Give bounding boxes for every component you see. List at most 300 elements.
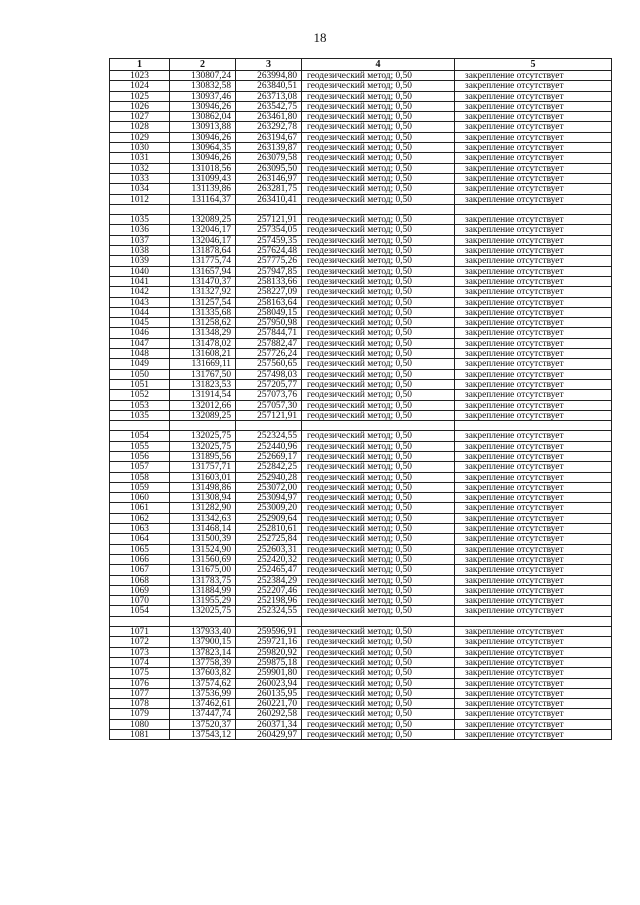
y-coordinate-cell: 260023,94	[236, 679, 302, 689]
point-number-cell: 1068	[110, 576, 170, 586]
y-coordinate-cell: 252465,47	[236, 565, 302, 575]
blank-cell	[455, 421, 612, 431]
point-number-cell: 1044	[110, 308, 170, 318]
y-coordinate-cell: 253072,00	[236, 483, 302, 493]
method-cell: геодезический метод; 0,50	[302, 256, 455, 266]
method-cell: геодезический метод; 0,50	[302, 431, 455, 441]
x-coordinate-cell: 131767,50	[170, 370, 236, 380]
x-coordinate-cell: 131603,01	[170, 473, 236, 483]
method-cell: геодезический метод; 0,50	[302, 133, 455, 143]
x-coordinate-cell: 137543,12	[170, 730, 236, 740]
method-cell: геодезический метод; 0,50	[302, 246, 455, 256]
y-coordinate-cell: 252324,55	[236, 431, 302, 441]
y-coordinate-cell: 253094,97	[236, 493, 302, 503]
fixing-cell: закрепление отсутствует	[455, 442, 612, 452]
point-number-cell: 1023	[110, 71, 170, 81]
y-coordinate-cell: 257459,35	[236, 236, 302, 246]
point-number-cell: 1034	[110, 184, 170, 194]
header-cell-2: 2	[170, 59, 236, 71]
y-coordinate-cell: 252324,55	[236, 606, 302, 616]
point-number-cell: 1063	[110, 524, 170, 534]
table-row	[110, 473, 612, 483]
y-coordinate-cell: 252603,31	[236, 545, 302, 555]
x-coordinate-cell: 137900,15	[170, 637, 236, 647]
method-cell: геодезический метод; 0,50	[302, 411, 455, 421]
blank-cell	[110, 421, 170, 431]
fixing-cell: закрепление отсутствует	[455, 679, 612, 689]
point-number-cell: 1072	[110, 637, 170, 647]
fixing-cell: закрепление отсутствует	[455, 328, 612, 338]
fixing-cell: закрепление отсутствует	[455, 555, 612, 565]
point-number-cell: 1047	[110, 339, 170, 349]
method-cell: геодезический метод; 0,50	[302, 627, 455, 637]
point-number-cell: 1038	[110, 246, 170, 256]
x-coordinate-cell: 130964,35	[170, 143, 236, 153]
header-cell-1: 1	[110, 59, 170, 71]
table-row	[110, 318, 612, 328]
x-coordinate-cell: 130832,58	[170, 81, 236, 91]
y-coordinate-cell: 252669,17	[236, 452, 302, 462]
method-cell: геодезический метод; 0,50	[302, 689, 455, 699]
point-number-cell: 1053	[110, 401, 170, 411]
table-row	[110, 380, 612, 390]
point-number-cell: 1032	[110, 164, 170, 174]
x-coordinate-cell: 131470,37	[170, 277, 236, 287]
fixing-cell: закрепление отсутствует	[455, 596, 612, 606]
table-row	[110, 298, 612, 308]
fixing-cell: закрепление отсутствует	[455, 256, 612, 266]
x-coordinate-cell: 131914,54	[170, 390, 236, 400]
fixing-cell: закрепление отсутствует	[455, 349, 612, 359]
table-row	[110, 370, 612, 380]
point-number-cell: 1060	[110, 493, 170, 503]
fixing-cell: закрепление отсутствует	[455, 411, 612, 421]
x-coordinate-cell: 130862,04	[170, 112, 236, 122]
point-number-cell: 1067	[110, 565, 170, 575]
y-coordinate-cell: 257121,91	[236, 411, 302, 421]
y-coordinate-cell: 263713,08	[236, 92, 302, 102]
fixing-cell: закрепление отсутствует	[455, 401, 612, 411]
fixing-cell: закрепление отсутствует	[455, 71, 612, 81]
point-number-cell: 1057	[110, 462, 170, 472]
point-number-cell: 1062	[110, 514, 170, 524]
y-coordinate-cell: 257624,48	[236, 246, 302, 256]
y-coordinate-cell: 263292,78	[236, 122, 302, 132]
y-coordinate-cell: 257950,98	[236, 318, 302, 328]
table-row	[110, 637, 612, 647]
y-coordinate-cell: 263461,80	[236, 112, 302, 122]
method-cell: геодезический метод; 0,50	[302, 555, 455, 565]
x-coordinate-cell: 131308,94	[170, 493, 236, 503]
method-cell: геодезический метод; 0,50	[302, 586, 455, 596]
y-coordinate-cell: 257073,76	[236, 390, 302, 400]
y-coordinate-cell: 257726,24	[236, 349, 302, 359]
x-coordinate-cell: 131348,29	[170, 328, 236, 338]
y-coordinate-cell: 263994,80	[236, 71, 302, 81]
blank-cell	[302, 617, 455, 627]
fixing-cell: закрепление отсутствует	[455, 298, 612, 308]
fixing-cell: закрепление отсутствует	[455, 462, 612, 472]
point-number-cell: 1079	[110, 709, 170, 719]
point-number-cell: 1026	[110, 102, 170, 112]
table-row	[110, 462, 612, 472]
method-cell: геодезический метод; 0,50	[302, 92, 455, 102]
method-cell: геодезический метод; 0,50	[302, 503, 455, 513]
table-row	[110, 122, 612, 132]
y-coordinate-cell: 258163,64	[236, 298, 302, 308]
fixing-cell: закрепление отсутствует	[455, 246, 612, 256]
table-row	[110, 524, 612, 534]
fixing-cell: закрепление отсутствует	[455, 133, 612, 143]
header-cell-3: 3	[236, 59, 302, 71]
method-cell: геодезический метод; 0,50	[302, 462, 455, 472]
x-coordinate-cell: 137462,61	[170, 699, 236, 709]
x-coordinate-cell: 131164,37	[170, 195, 236, 205]
y-coordinate-cell: 260135,95	[236, 689, 302, 699]
x-coordinate-cell: 132025,75	[170, 606, 236, 616]
method-cell: геодезический метод; 0,50	[302, 668, 455, 678]
y-coordinate-cell: 253009,20	[236, 503, 302, 513]
method-cell: геодезический метод; 0,50	[302, 359, 455, 369]
y-coordinate-cell: 260221,70	[236, 699, 302, 709]
method-cell: геодезический метод; 0,50	[302, 277, 455, 287]
method-cell: геодезический метод; 0,50	[302, 81, 455, 91]
table-row	[110, 503, 612, 513]
method-cell: геодезический метод; 0,50	[302, 730, 455, 740]
table-row	[110, 565, 612, 575]
y-coordinate-cell: 260292,58	[236, 709, 302, 719]
x-coordinate-cell: 131884,99	[170, 586, 236, 596]
table-row	[110, 267, 612, 277]
fixing-cell: закрепление отсутствует	[455, 390, 612, 400]
fixing-cell: закрепление отсутствует	[455, 308, 612, 318]
table-row	[110, 431, 612, 441]
x-coordinate-cell: 131955,29	[170, 596, 236, 606]
point-number-cell: 1071	[110, 627, 170, 637]
fixing-cell: закрепление отсутствует	[455, 606, 612, 616]
table-row	[110, 174, 612, 184]
point-number-cell: 1054	[110, 606, 170, 616]
x-coordinate-cell: 131757,71	[170, 462, 236, 472]
x-coordinate-cell: 131335,68	[170, 308, 236, 318]
y-coordinate-cell: 260429,97	[236, 730, 302, 740]
fixing-cell: закрепление отсутствует	[455, 565, 612, 575]
point-number-cell: 1012	[110, 195, 170, 205]
point-number-cell: 1070	[110, 596, 170, 606]
method-cell: геодезический метод; 0,50	[302, 71, 455, 81]
point-number-cell: 1040	[110, 267, 170, 277]
method-cell: геодезический метод; 0,50	[302, 298, 455, 308]
x-coordinate-cell: 131468,14	[170, 524, 236, 534]
method-cell: геодезический метод; 0,50	[302, 534, 455, 544]
x-coordinate-cell: 132012,66	[170, 401, 236, 411]
y-coordinate-cell: 259875,18	[236, 658, 302, 668]
fixing-cell: закрепление отсутствует	[455, 380, 612, 390]
blank-cell	[236, 205, 302, 215]
fixing-cell: закрепление отсутствует	[455, 153, 612, 163]
header-cell-5: 5	[455, 59, 612, 71]
method-cell: геодезический метод; 0,50	[302, 380, 455, 390]
y-coordinate-cell: 257354,05	[236, 225, 302, 235]
blank-cell	[110, 205, 170, 215]
method-cell: геодезический метод; 0,50	[302, 473, 455, 483]
point-number-cell: 1073	[110, 648, 170, 658]
table-row	[110, 225, 612, 235]
y-coordinate-cell: 263542,75	[236, 102, 302, 112]
x-coordinate-cell: 131139,86	[170, 184, 236, 194]
method-cell: геодезический метод; 0,50	[302, 164, 455, 174]
table-header-row	[110, 59, 612, 71]
point-number-cell: 1028	[110, 122, 170, 132]
method-cell: геодезический метод; 0,50	[302, 195, 455, 205]
y-coordinate-cell: 263146,97	[236, 174, 302, 184]
y-coordinate-cell: 252909,64	[236, 514, 302, 524]
fixing-cell: закрепление отсутствует	[455, 493, 612, 503]
y-coordinate-cell: 257844,71	[236, 328, 302, 338]
y-coordinate-cell: 260371,34	[236, 720, 302, 730]
table-row	[110, 308, 612, 318]
blank-cell	[110, 617, 170, 627]
fixing-cell: закрепление отсутствует	[455, 637, 612, 647]
x-coordinate-cell: 131823,53	[170, 380, 236, 390]
point-number-cell: 1056	[110, 452, 170, 462]
point-number-cell: 1052	[110, 390, 170, 400]
fixing-cell: закрепление отсутствует	[455, 576, 612, 586]
y-coordinate-cell: 252384,29	[236, 576, 302, 586]
fixing-cell: закрепление отсутствует	[455, 143, 612, 153]
x-coordinate-cell: 130937,46	[170, 92, 236, 102]
x-coordinate-cell: 132046,17	[170, 236, 236, 246]
method-cell: геодезический метод; 0,50	[302, 493, 455, 503]
y-coordinate-cell: 257498,03	[236, 370, 302, 380]
table-row	[110, 648, 612, 658]
point-number-cell: 1080	[110, 720, 170, 730]
point-number-cell: 1055	[110, 442, 170, 452]
y-coordinate-cell: 252198,96	[236, 596, 302, 606]
point-number-cell: 1051	[110, 380, 170, 390]
table-row	[110, 555, 612, 565]
point-number-cell: 1030	[110, 143, 170, 153]
fixing-cell: закрепление отсутствует	[455, 164, 612, 174]
table-row	[110, 328, 612, 338]
fixing-cell: закрепление отсутствует	[455, 452, 612, 462]
fixing-cell: закрепление отсутствует	[455, 514, 612, 524]
x-coordinate-cell: 130946,26	[170, 133, 236, 143]
blank-cell	[236, 617, 302, 627]
x-coordinate-cell: 137447,74	[170, 709, 236, 719]
y-coordinate-cell: 252842,25	[236, 462, 302, 472]
y-coordinate-cell: 263194,67	[236, 133, 302, 143]
fixing-cell: закрепление отсутствует	[455, 503, 612, 513]
x-coordinate-cell: 131500,39	[170, 534, 236, 544]
table-row	[110, 164, 612, 174]
y-coordinate-cell: 259721,16	[236, 637, 302, 647]
x-coordinate-cell: 137758,39	[170, 658, 236, 668]
fixing-cell: закрепление отсутствует	[455, 92, 612, 102]
fixing-cell: закрепление отсутствует	[455, 184, 612, 194]
method-cell: геодезический метод; 0,50	[302, 236, 455, 246]
point-number-cell: 1036	[110, 225, 170, 235]
x-coordinate-cell: 131608,21	[170, 349, 236, 359]
x-coordinate-cell: 131675,00	[170, 565, 236, 575]
fixing-cell: закрепление отсутствует	[455, 215, 612, 225]
table-row	[110, 277, 612, 287]
fixing-cell: закрепление отсутствует	[455, 648, 612, 658]
fixing-cell: закрепление отсутствует	[455, 431, 612, 441]
fixing-cell: закрепление отсутствует	[455, 287, 612, 297]
table-row	[110, 679, 612, 689]
x-coordinate-cell: 131342,63	[170, 514, 236, 524]
x-coordinate-cell: 137536,99	[170, 689, 236, 699]
point-number-cell: 1048	[110, 349, 170, 359]
point-number-cell: 1029	[110, 133, 170, 143]
blank-cell	[302, 205, 455, 215]
table-row	[110, 236, 612, 246]
fixing-cell: закрепление отсутствует	[455, 668, 612, 678]
method-cell: геодезический метод; 0,50	[302, 184, 455, 194]
y-coordinate-cell: 258049,15	[236, 308, 302, 318]
fixing-cell: закрепление отсутствует	[455, 370, 612, 380]
point-number-cell: 1076	[110, 679, 170, 689]
point-number-cell: 1031	[110, 153, 170, 163]
method-cell: геодезический метод; 0,50	[302, 328, 455, 338]
blank-cell	[455, 205, 612, 215]
point-number-cell: 1027	[110, 112, 170, 122]
method-cell: геодезический метод; 0,50	[302, 709, 455, 719]
blank-separator-row	[110, 617, 612, 627]
method-cell: геодезический метод; 0,50	[302, 225, 455, 235]
method-cell: геодезический метод; 0,50	[302, 102, 455, 112]
x-coordinate-cell: 131099,43	[170, 174, 236, 184]
table-row	[110, 92, 612, 102]
point-number-cell: 1059	[110, 483, 170, 493]
point-number-cell: 1058	[110, 473, 170, 483]
y-coordinate-cell: 263410,41	[236, 195, 302, 205]
point-number-cell: 1065	[110, 545, 170, 555]
table-row	[110, 483, 612, 493]
y-coordinate-cell: 252810,61	[236, 524, 302, 534]
table-row	[110, 133, 612, 143]
point-number-cell: 1035	[110, 411, 170, 421]
point-number-cell: 1075	[110, 668, 170, 678]
blank-cell	[236, 421, 302, 431]
fixing-cell: закрепление отсутствует	[455, 195, 612, 205]
table-row	[110, 143, 612, 153]
fixing-cell: закрепление отсутствует	[455, 709, 612, 719]
x-coordinate-cell: 131783,75	[170, 576, 236, 586]
method-cell: геодезический метод; 0,50	[302, 720, 455, 730]
method-cell: геодезический метод; 0,50	[302, 658, 455, 668]
y-coordinate-cell: 263139,87	[236, 143, 302, 153]
fixing-cell: закрепление отсутствует	[455, 483, 612, 493]
y-coordinate-cell: 263095,50	[236, 164, 302, 174]
x-coordinate-cell: 132046,17	[170, 225, 236, 235]
x-coordinate-cell: 131257,54	[170, 298, 236, 308]
method-cell: геодезический метод; 0,50	[302, 606, 455, 616]
point-number-cell: 1037	[110, 236, 170, 246]
x-coordinate-cell: 131878,64	[170, 246, 236, 256]
table-row	[110, 730, 612, 740]
method-cell: геодезический метод; 0,50	[302, 308, 455, 318]
table-row	[110, 596, 612, 606]
x-coordinate-cell: 131282,90	[170, 503, 236, 513]
x-coordinate-cell: 137520,37	[170, 720, 236, 730]
x-coordinate-cell: 131657,94	[170, 267, 236, 277]
header-cell-4: 4	[302, 59, 455, 71]
blank-separator-row	[110, 421, 612, 431]
x-coordinate-cell: 131327,92	[170, 287, 236, 297]
y-coordinate-cell: 257057,30	[236, 401, 302, 411]
point-number-cell: 1041	[110, 277, 170, 287]
fixing-cell: закрепление отсутствует	[455, 473, 612, 483]
table-row	[110, 411, 612, 421]
table-row	[110, 339, 612, 349]
method-cell: геодезический метод; 0,50	[302, 318, 455, 328]
x-coordinate-cell: 130913,88	[170, 122, 236, 132]
method-cell: геодезический метод; 0,50	[302, 215, 455, 225]
y-coordinate-cell: 252440,96	[236, 442, 302, 452]
method-cell: геодезический метод; 0,50	[302, 514, 455, 524]
table-row	[110, 699, 612, 709]
table-row	[110, 493, 612, 503]
table-row	[110, 246, 612, 256]
x-coordinate-cell: 132089,25	[170, 215, 236, 225]
point-number-cell: 1064	[110, 534, 170, 544]
y-coordinate-cell: 257775,26	[236, 256, 302, 266]
x-coordinate-cell: 131524,90	[170, 545, 236, 555]
table-row	[110, 359, 612, 369]
method-cell: геодезический метод; 0,50	[302, 122, 455, 132]
table-row	[110, 668, 612, 678]
point-number-cell: 1043	[110, 298, 170, 308]
fixing-cell: закрепление отсутствует	[455, 524, 612, 534]
method-cell: геодезический метод; 0,50	[302, 174, 455, 184]
table-row	[110, 709, 612, 719]
table-row	[110, 153, 612, 163]
table-row	[110, 627, 612, 637]
method-cell: геодезический метод; 0,50	[302, 576, 455, 586]
point-number-cell: 1050	[110, 370, 170, 380]
y-coordinate-cell: 263281,75	[236, 184, 302, 194]
y-coordinate-cell: 258227,09	[236, 287, 302, 297]
x-coordinate-cell: 131478,02	[170, 339, 236, 349]
fixing-cell: закрепление отсутствует	[455, 102, 612, 112]
method-cell: геодезический метод; 0,50	[302, 679, 455, 689]
method-cell: геодезический метод; 0,50	[302, 349, 455, 359]
fixing-cell: закрепление отсутствует	[455, 359, 612, 369]
table-row	[110, 390, 612, 400]
method-cell: геодезический метод; 0,50	[302, 648, 455, 658]
method-cell: геодезический метод; 0,50	[302, 545, 455, 555]
x-coordinate-cell: 131560,69	[170, 555, 236, 565]
y-coordinate-cell: 252207,46	[236, 586, 302, 596]
y-coordinate-cell: 258133,66	[236, 277, 302, 287]
fixing-cell: закрепление отсутствует	[455, 267, 612, 277]
fixing-cell: закрепление отсутствует	[455, 174, 612, 184]
fixing-cell: закрепление отсутствует	[455, 236, 612, 246]
table-row	[110, 452, 612, 462]
method-cell: геодезический метод; 0,50	[302, 401, 455, 411]
x-coordinate-cell: 130946,26	[170, 102, 236, 112]
table-row	[110, 81, 612, 91]
method-cell: геодезический метод; 0,50	[302, 524, 455, 534]
point-number-cell: 1069	[110, 586, 170, 596]
table-row	[110, 112, 612, 122]
fixing-cell: закрепление отсутствует	[455, 689, 612, 699]
x-coordinate-cell: 131018,56	[170, 164, 236, 174]
point-number-cell: 1045	[110, 318, 170, 328]
y-coordinate-cell: 257121,91	[236, 215, 302, 225]
